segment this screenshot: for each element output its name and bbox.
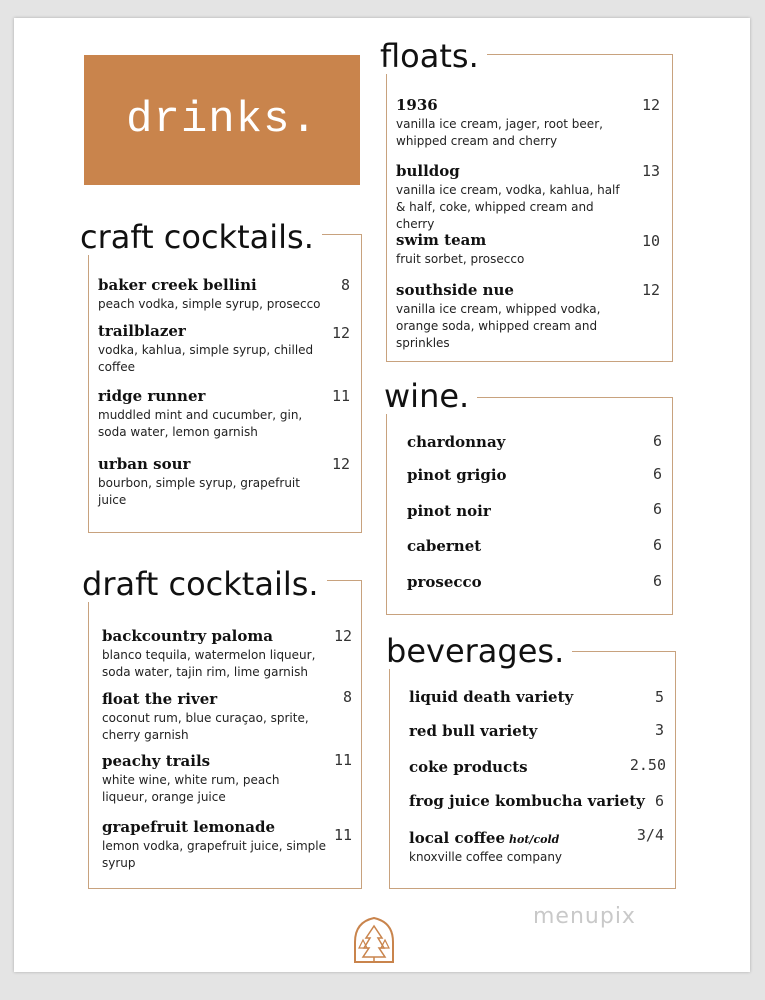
item-note: hot/cold (509, 833, 560, 846)
beverages-title: beverages. (386, 633, 572, 669)
item-description: vanilla ice cream, whipped vodka, orange soda, whipped cream and sprinkles (396, 302, 601, 350)
item-name: red bull variety (409, 722, 538, 740)
menu-item (98, 387, 323, 441)
item-price: 6 (652, 500, 662, 518)
craft-cocktails-title: craft cocktails. (80, 219, 322, 255)
watermark: menupix (533, 904, 636, 929)
item-price: 3/4 (636, 826, 664, 844)
item-name: peachy trails (102, 752, 211, 770)
item-name: trailblazer (98, 322, 186, 340)
menu-item (409, 688, 573, 706)
item-name: chardonnay (407, 433, 506, 451)
item-price: 12 (331, 324, 350, 342)
item-name: ridge runner (98, 387, 206, 405)
item-description: blanco tequila, watermelon liqueur, soda water, tajin rim, lime garnish (102, 648, 316, 679)
item-description: white wine, white rum, peach liqueur, orange juice (102, 773, 280, 804)
item-name: prosecco (407, 573, 482, 591)
menu-item (409, 758, 528, 776)
item-price: 12 (641, 281, 660, 299)
menu-item (102, 818, 327, 872)
item-description: vodka, kahlua, simple syrup, chilled coffee (98, 343, 314, 374)
menu-item (102, 627, 327, 681)
item-price: 5 (654, 688, 664, 706)
item-price: 11 (333, 751, 352, 769)
menu-item (407, 537, 481, 555)
item-description: muddled mint and cucumber, gin, soda water, lemon garnish (98, 408, 303, 439)
item-price: 11 (333, 826, 352, 844)
item-price: 6 (652, 465, 662, 483)
item-price: 8 (340, 276, 350, 294)
item-name: frog juice kombucha variety (409, 792, 645, 810)
menu-item (396, 231, 631, 268)
item-name: grapefruit lemonade (102, 818, 276, 836)
item-price: 13 (641, 162, 660, 180)
menu-item (102, 690, 327, 744)
menu-item (407, 433, 505, 451)
item-price: 6 (652, 572, 662, 590)
menu-item (409, 829, 629, 866)
item-name: swim team (396, 231, 487, 249)
menu-item (396, 281, 631, 352)
item-name: coke products (409, 758, 528, 776)
item-description: vanilla ice cream, vodka, kahlua, half & half, coke, whipped cream and cherry (396, 183, 620, 231)
menu-item (407, 573, 482, 591)
item-name: liquid death variety (409, 688, 574, 706)
menu-item (102, 752, 327, 806)
wine-title: wine. (384, 378, 477, 414)
menu-item (407, 466, 507, 484)
item-price: 12 (641, 96, 660, 114)
item-name: southside nue (396, 281, 514, 299)
drinks-banner (84, 55, 360, 185)
item-price: 10 (641, 232, 660, 250)
draft-cocktails-title: draft cocktails. (82, 566, 327, 602)
tree-arch-logo-icon (351, 916, 397, 966)
item-price: 2.50 (629, 756, 666, 774)
item-price: 11 (331, 387, 350, 405)
menu-item (396, 96, 631, 150)
item-price: 6 (652, 536, 662, 554)
item-price: 8 (342, 688, 352, 706)
item-description: fruit sorbet, prosecco (396, 252, 525, 266)
item-name (409, 829, 629, 849)
item-name: pinot grigio (407, 466, 507, 484)
item-name: backcountry paloma (102, 627, 273, 645)
item-price: 12 (333, 627, 352, 645)
item-name: urban sour (98, 455, 191, 473)
item-description: vanilla ice cream, jager, root beer, whipped cream and cherry (396, 117, 603, 148)
floats-title: floats. (380, 38, 487, 74)
item-price: 6 (652, 432, 662, 450)
menu-item (407, 502, 491, 520)
item-name-text: local coffee (409, 829, 506, 847)
item-name: cabernet (407, 537, 482, 555)
item-description: coconut rum, blue curaçao, sprite, cherry garnish (102, 711, 309, 742)
item-name: float the river (102, 690, 218, 708)
menu-item (98, 276, 323, 313)
item-description: bourbon, simple syrup, grapefruit juice (98, 476, 300, 507)
menu-item (409, 792, 645, 810)
item-name: pinot noir (407, 502, 491, 520)
item-description: lemon vodka, grapefruit juice, simple syrup (102, 839, 326, 870)
menu-item (409, 722, 537, 740)
item-price: 6 (654, 792, 664, 810)
item-name: 1936 (396, 96, 438, 114)
page-title: drinks. (126, 95, 318, 145)
item-name: bulldog (396, 162, 460, 180)
menu-item (98, 322, 323, 376)
item-name: baker creek bellini (98, 276, 257, 294)
menu-item (98, 455, 323, 509)
menu-item (396, 162, 631, 233)
item-price: 3 (654, 721, 664, 739)
item-description: knoxville coffee company (409, 850, 563, 864)
item-price: 12 (331, 455, 350, 473)
item-description: peach vodka, simple syrup, prosecco (98, 297, 321, 311)
